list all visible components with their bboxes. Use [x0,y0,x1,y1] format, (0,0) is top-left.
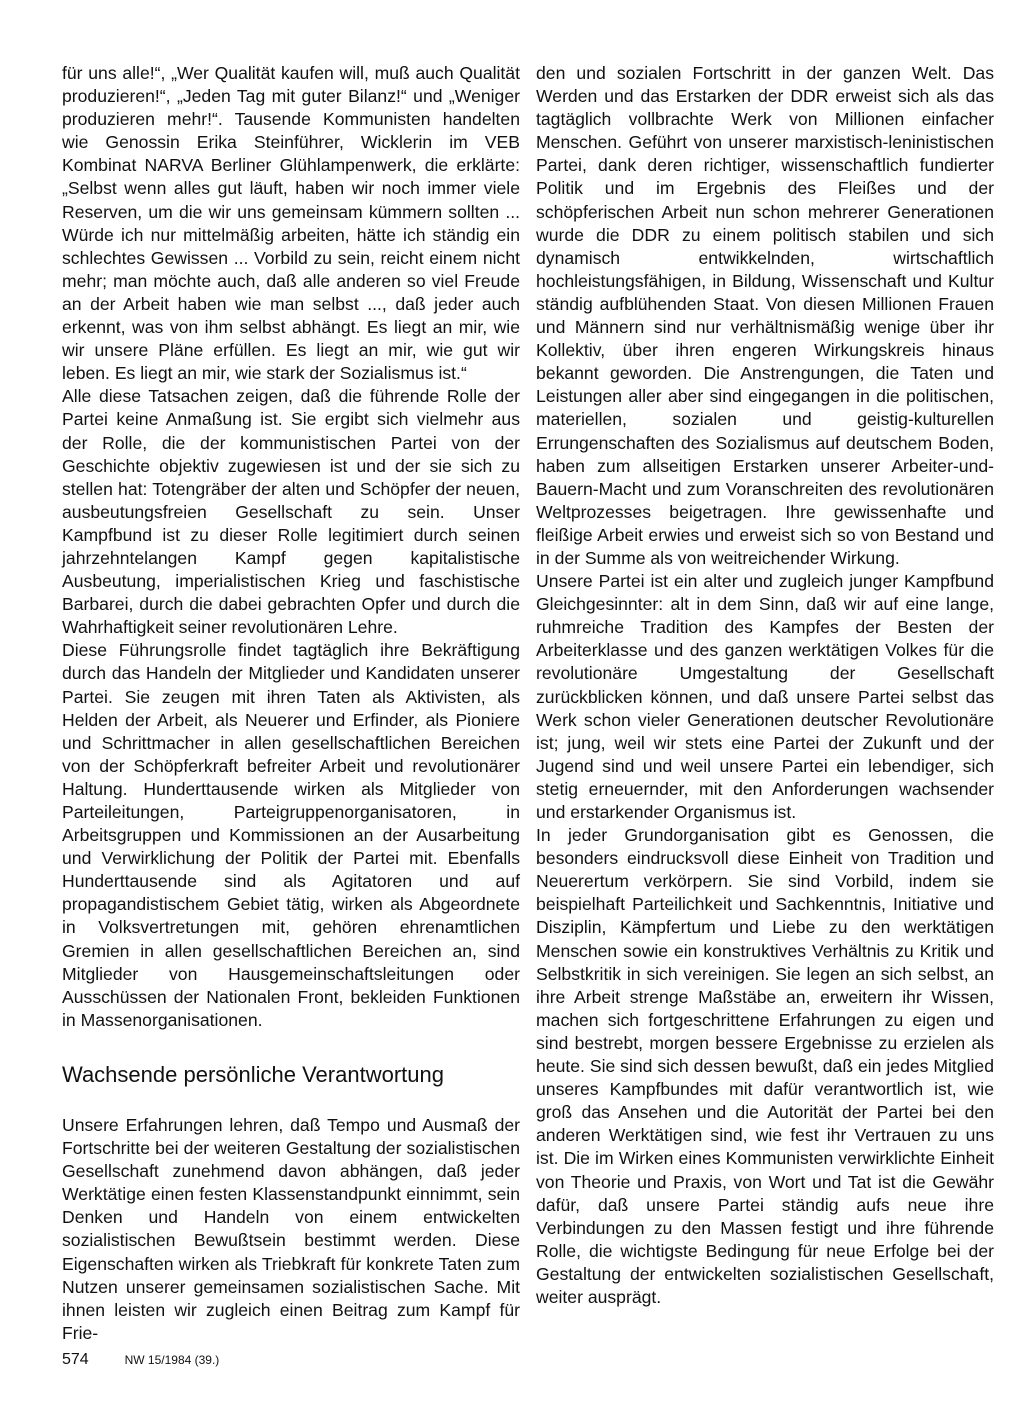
section-heading: Wachsende persönliche Verantwortung [62,1061,444,1087]
paragraph: Unsere Erfahrungen lehren, daß Tempo und Ausmaß der Fortschritte bei der weiteren Gestaltung der sozialistischen Gesellschaft zunehmend davon abhängen, daß jeder Werktätige einen festen Klassenstandpunkt einnimmt, sein Denken und Handeln von einem entwickelten sozialistischen Bewußtsein bestimmt werden. Diese Eigenschaften wirken als Triebkraft für konkrete Taten zum Nutzen unserer gemeinsamen sozialistischen Sache. Mit ihnen leisten wir zugleich einen Beitrag zum Kampf für Frie- [62,1114,520,1343]
paragraph: den und sozialen Fortschritt in der ganzen Welt. Das Werden und das Erstarken der DDR erweist sich als das tagtäglich vollbrachte Werk von Millionen einfacher Menschen. Geführt von unserer marxistisch-leninistischen Partei, dank deren richtiger, wissenschaftlich fundierter Politik und im Ergebnis des Fleißes und der schöpferischen Arbeit nun schon mehrerer Generationen wurde die DDR zu einem politisch stabilen und sich dynamisch entwikkelnden, wirtschaftlich hochleistungsfähigen, in Bildung, Wissenschaft und Kultur ständig aufblühenden Staat. Von diesen Millionen Frauen und Männern sind nur verhältnismäßig wenige über ihr Kollektiv, über ihren engeren Wirkungskreis hinaus bekannt geworden. Die Anstrengungen, die Taten und Leistungen aller aber sind eingegangen in die politischen, materiellen, sozialen und geistig-kulturellen Errungenschaften des Sozialismus auf deutschem Boden, haben zum allseitigen Erstarken unserer Arbeiter-und-Bauern-Macht und zum Voranschreiten des revolutionären Weltprozesses beigetragen. Ihre gewissenhafte und fleißige Arbeit erwies und erweist sich so von Bestand und in der Summe als von weitreichender Wirkung. [536,63,994,568]
paragraph: Unsere Partei ist ein alter und zugleich junger Kampfbund Gleichgesinnter: alt in dem Sinn, daß wir auf eine lange, ruhmreiche Tradition des Kampfes der Besten der Arbeiterklasse und des ganzen werktätigen Volkes für die revolutionäre Umgestaltung der Gesellschaft zurückblicken können, und daß unsere Partei selbst das Werk schon vieler Generationen deutscher Revolutionäre ist; jung, weil wir stets eine Partei der Zukunft und der Jugend sind und weil unsere Partei ein lebendiger, sich stetig erneuernder, mit den Anforderungen wachsender und erstarkender Organismus ist. [536,571,994,822]
issue-label: NW 15/1984 (39.) [124,1353,220,1367]
paragraph: Diese Führungsrolle findet tagtäglich ihre Bekräftigung durch das Handeln der Mitglieder und Kandidaten unserer Partei. Sie zeugen mit ihren Taten als Aktivisten, als Helden der Arbeit, als Neuerer und Erfinder, als Pioniere und Schrittmacher in allen gesellschaftlichen Bereichen von der Schöpferkraft befreiter Arbeit und revolutionärer Haltung. Hunderttausende wirken als Mitglieder von Parteileitungen, Parteigruppenorganisatoren, in Arbeitsgruppen und Kommissionen an der Ausarbeitung und Verwirklichung der Politik der Partei mit. Ebenfalls Hunderttausende sind als Agitatoren und auf propagandistischem Gebiet tätig, wirken als Abgeordnete in Volksvertretungen mit, gehören ehrenamtlichen Gremien in allen gesellschaftlichen Bereichen an, sind Mitglieder von Hausgemeinschaftsleitungen oder Ausschüssen der Nationalen Front, bekleiden Funktionen in Massenorganisationen. [62,640,520,1030]
paragraph: In jeder Grundorganisation gibt es Genossen, die besonders eindrucksvoll diese Einheit von Tradition und Neuerertum verkörpern. Sie sind Vorbild, indem sie beispielhaft Parteilichkeit und Sachkenntnis, Initiative und Disziplin, Kämpfertum und Liebe zu den werktätigen Menschen sowie ein konstruktives Verhältnis zu Kritik und Selbstkritik in sich vereinigen. Sie legen an sich selbst, an ihre Arbeit strenge Maßstäbe an, erweitern ihr Wissen, machen sich fortgeschrittene Erfahrungen zu eigen und sind bestrebt, morgen bessere Ergebnisse zu erzielen als heute. Sie sind sich dessen bewußt, daß ein jedes Mitglied unseres Kampfbundes mit dafür verantwortlich ist, wie groß das Ansehen und die Autorität der Partei bei den anderen Werktätigen sind, wie fest ihr Vertrauen zu uns ist. Die im Wirken eines Kommunisten verwirklichte Einheit von Theorie und Praxis, von Wort und Tat ist die Gewähr dafür, daß unsere Partei ständig aufs neue ihre Verbindungen zu den Massen festigt und ihre führende Rolle, die wichtigste Bedingung für neue Erfolge bei der Gestaltung der entwickelten sozialistischen Gesellschaft, weiter ausprägt. [536,825,994,1307]
right-column [536,62,994,1309]
page-footer [62,1350,219,1369]
paragraph: für uns alle!“, „Wer Qualität kaufen will, muß auch Qualität produzieren!“, „Jeden Tag mit guter Bilanz!“ und „Weniger produzieren mehr!“. Tausende Kommunisten handelten wie Genossin Erika Steinführer, Wicklerin im VEB Kombinat NARVA Berliner Glühlampenwerk, die erklärte: „Selbst wenn alles gut läuft, haben wir noch immer viele Reserven, um die wir uns gemeinsam kümmern sollten ... Würde ich nur mittelmäßig arbeiten, hätte ich ständig ein schlechtes Gewissen ... Vorbild zu sein, reicht einem nicht mehr; man möchte auch, daß alle anderen so viel Freude an der Arbeit haben wie man selbst ..., daß jeder auch erkennt, was von ihm selbst abhängt. Es liegt an mir, wie wir unsere Pläne erfüllen. Es liegt an mir, wie gut wir leben. Es liegt an mir, wie stark der Sozialismus ist.“ [62,63,520,384]
page-number: 574 [62,1351,89,1368]
left-column [62,62,520,1345]
paragraph: Alle diese Tatsachen zeigen, daß die führende Rolle der Partei keine Anmaßung ist. Sie ergibt sich vielmehr aus der Rolle, die der kommunistischen Partei von der Geschichte objektiv zugewiesen ist und der sie sich zu stellen hat: Totengräber der alten und Schöpfer der neuen, ausbeutungsfreien Gesellschaft zu sein. Unser Kampfbund ist zu dieser Rolle legitimiert durch seinen jahrzehntelangen Kampf gegen kapitalistische Ausbeutung, imperialistischen Krieg und faschistische Barbarei, durch die dabei gebrachten Opfer und durch die Wahrhaftigkeit seiner revolutionären Lehre. [62,386,520,638]
